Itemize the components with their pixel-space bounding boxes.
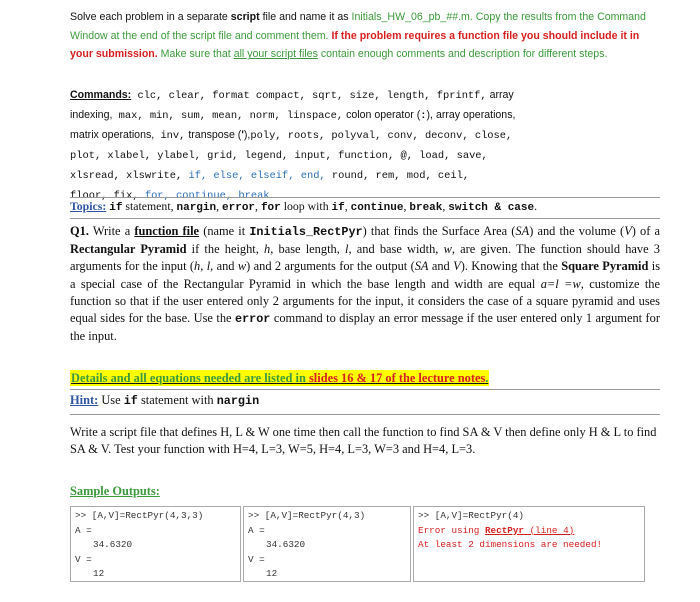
intro-filename: Initials_HW_06_pb_##.m xyxy=(351,11,470,23)
topics-text: loop with xyxy=(280,199,332,213)
output-value: 12 xyxy=(93,568,105,580)
q1-text: , and base width, xyxy=(348,242,444,257)
q1-square-pyramid: Square Pyramid xyxy=(561,259,649,274)
q1-text: ) that finds the Surface Area ( xyxy=(362,224,516,238)
commands-label: Commands: xyxy=(70,89,132,101)
divider xyxy=(70,414,660,415)
q1-function-name: Initials_RectPyr xyxy=(249,225,363,239)
q1-text: ) of a xyxy=(631,224,660,238)
details-text: Details and all equations needed are listed in xyxy=(71,371,309,385)
topics-keyword: nargin xyxy=(176,202,217,214)
output-value: 34.6320 xyxy=(266,539,306,551)
q1-text: ) and 2 arguments for the output ( xyxy=(246,259,415,274)
hint-keyword: if xyxy=(123,394,138,408)
q1-text: and xyxy=(428,259,454,274)
commands-text: round, rem, mod, ceil, xyxy=(325,169,470,182)
q1-text: (name it xyxy=(199,224,250,238)
q1-var: h, l, xyxy=(194,259,214,274)
error-line-link: (line 4) xyxy=(524,524,575,536)
commands-text: : xyxy=(420,109,427,122)
details-text: . xyxy=(485,371,489,385)
q1-text: ). Knowing that the xyxy=(460,259,562,274)
intro-script-word: script xyxy=(230,11,260,23)
sample-output-box xyxy=(243,506,411,582)
topics-keyword: if xyxy=(331,202,345,214)
script-instructions: Write a script file that defines H, L & W one time then call the function to find SA & V then define only H & L to find SA & V. Test your function with H=4, L=3, W=5, H=4, L=3, W=3 and H=4, L=3. xyxy=(70,425,657,456)
topics-text: , xyxy=(216,199,223,213)
sample-outputs-title: Sample Outputs: xyxy=(70,484,160,498)
commands-text: ), array operations, xyxy=(426,108,516,121)
q1-var: SA xyxy=(515,224,530,238)
topics-text: . xyxy=(534,199,538,213)
commands-text: poly, roots, polyval, conv, deconv, close, xyxy=(250,129,513,142)
sample-output-box xyxy=(70,506,241,582)
q1-text: , are given. The function should have 3 arguments for the input ( xyxy=(70,242,660,274)
q1-text: is a special case of the Rectangular Pyramid in which the base length and width are equal xyxy=(70,259,661,291)
topics-keyword: error xyxy=(222,202,256,214)
q1-text: , base length, xyxy=(270,242,345,257)
q1-var: w xyxy=(237,259,247,274)
q1-text: , customize the function so that if the user entered only 2 arguments for the input, it considers the case of a square pyramid and uses equal sides for the base. Use the xyxy=(70,276,660,326)
topics-text: , xyxy=(255,199,261,213)
commands-text: matrix operations, xyxy=(70,128,155,141)
q1-var: V xyxy=(453,259,461,274)
intro-text: contain enough comments and description for different steps. xyxy=(317,48,608,61)
output-label: A = xyxy=(248,524,265,536)
q1-var: h xyxy=(264,242,271,257)
intro-all-scripts: all your script files xyxy=(233,48,318,61)
output-error-line xyxy=(418,524,640,539)
output-value: 12 xyxy=(266,568,278,580)
commands-text: inv, xyxy=(154,129,186,142)
commands-text: ' xyxy=(241,128,244,141)
error-text: Error using xyxy=(418,524,485,536)
output-command: >> [A,V]=RectPyr(4) xyxy=(418,510,525,521)
intro-function-requirement: If the problem requires a function file you should include it in your submission. xyxy=(70,29,640,61)
output-label: V = xyxy=(248,553,265,565)
q1-text: and xyxy=(213,259,238,274)
commands-paragraph xyxy=(70,86,660,205)
output-value: 34.6320 xyxy=(93,539,133,551)
q1-var: V xyxy=(624,224,632,238)
q1-var: SA xyxy=(414,259,429,274)
commands-text: xlsread, xlswrite, xyxy=(70,169,183,182)
intro-text: Make sure that xyxy=(157,48,234,61)
output-label: A = xyxy=(75,524,92,536)
topics-paragraph xyxy=(70,199,660,214)
q1-var: l xyxy=(345,242,349,257)
question-number: Q1. xyxy=(70,224,89,238)
q1-text: ) and the volume ( xyxy=(529,224,625,238)
output-label: V = xyxy=(75,553,92,565)
intro-text: Solve each problem in a separate xyxy=(70,11,231,23)
hint-text: statement with xyxy=(137,393,217,407)
divider xyxy=(70,197,660,198)
divider xyxy=(70,389,660,390)
q1-var: w xyxy=(443,242,452,257)
q1-function-file: function file xyxy=(134,224,200,238)
intro-text: file and name it as xyxy=(259,11,352,23)
topics-text: , xyxy=(442,199,449,213)
topics-keyword: if xyxy=(109,202,123,214)
topics-keyword: for xyxy=(260,202,281,214)
output-error-message: At least 2 dimensions are needed! xyxy=(418,539,603,551)
topics-keyword: continue xyxy=(350,202,404,214)
output-command: >> [A,V]=RectPyr(4,3,3) xyxy=(75,510,204,521)
intro-copy-results: . Copy the results from the Command Window at the end of the script file and comment them. xyxy=(70,11,646,42)
topics-text: statement, xyxy=(122,199,177,213)
q1-text: if the height, xyxy=(186,242,265,257)
error-function-link: RectPyr xyxy=(484,524,525,536)
commands-text: ), xyxy=(243,128,251,141)
topics-text: , xyxy=(403,199,410,213)
hint-label: Hint: xyxy=(70,393,99,407)
topics-text: , xyxy=(344,199,351,213)
topics-label: Topics: xyxy=(70,199,107,213)
commands-text: transpose ( xyxy=(185,128,242,141)
commands-text: indexing, xyxy=(70,108,113,121)
hint-text: Use xyxy=(98,393,124,407)
topics-keyword: switch & case xyxy=(448,202,535,214)
q1-text: Write a xyxy=(88,224,135,238)
q1-text: command to display an error message if the user entered only 1 argument for the input. xyxy=(70,311,660,344)
hint-keyword: nargin xyxy=(216,394,260,408)
commands-text: array xyxy=(486,89,514,101)
details-slides: slides 16 & 17 of the lecture notes xyxy=(308,371,486,385)
commands-keywords: for, continue, break xyxy=(138,189,270,202)
commands-text: clc, clear, format compact, sqrt, size, length, fprintf, xyxy=(131,90,487,102)
intro-paragraph xyxy=(70,8,660,64)
sample-output-box-error xyxy=(413,506,645,582)
topics-keyword: break xyxy=(409,202,443,214)
commands-text: plot, xlabel, ylabel, grid, legend, input, function, @, load, save, xyxy=(70,149,488,162)
hint-paragraph xyxy=(70,393,259,408)
q1-rect-pyramid: Rectangular Pyramid xyxy=(70,242,187,257)
q1-error-keyword: error xyxy=(234,312,271,327)
output-command: >> [A,V]=RectPyr(4,3) xyxy=(248,510,366,521)
details-highlight xyxy=(70,370,489,386)
commands-text: max, min, sum, mean, norm, linspace, xyxy=(112,109,344,122)
q1-var: a=l =w xyxy=(540,276,581,291)
commands-text: floor, fix, xyxy=(70,189,139,202)
commands-keywords: if, else, elseif, end, xyxy=(182,169,326,182)
divider xyxy=(70,218,660,219)
question-1 xyxy=(70,223,660,345)
commands-text: colon operator ( xyxy=(343,108,421,121)
